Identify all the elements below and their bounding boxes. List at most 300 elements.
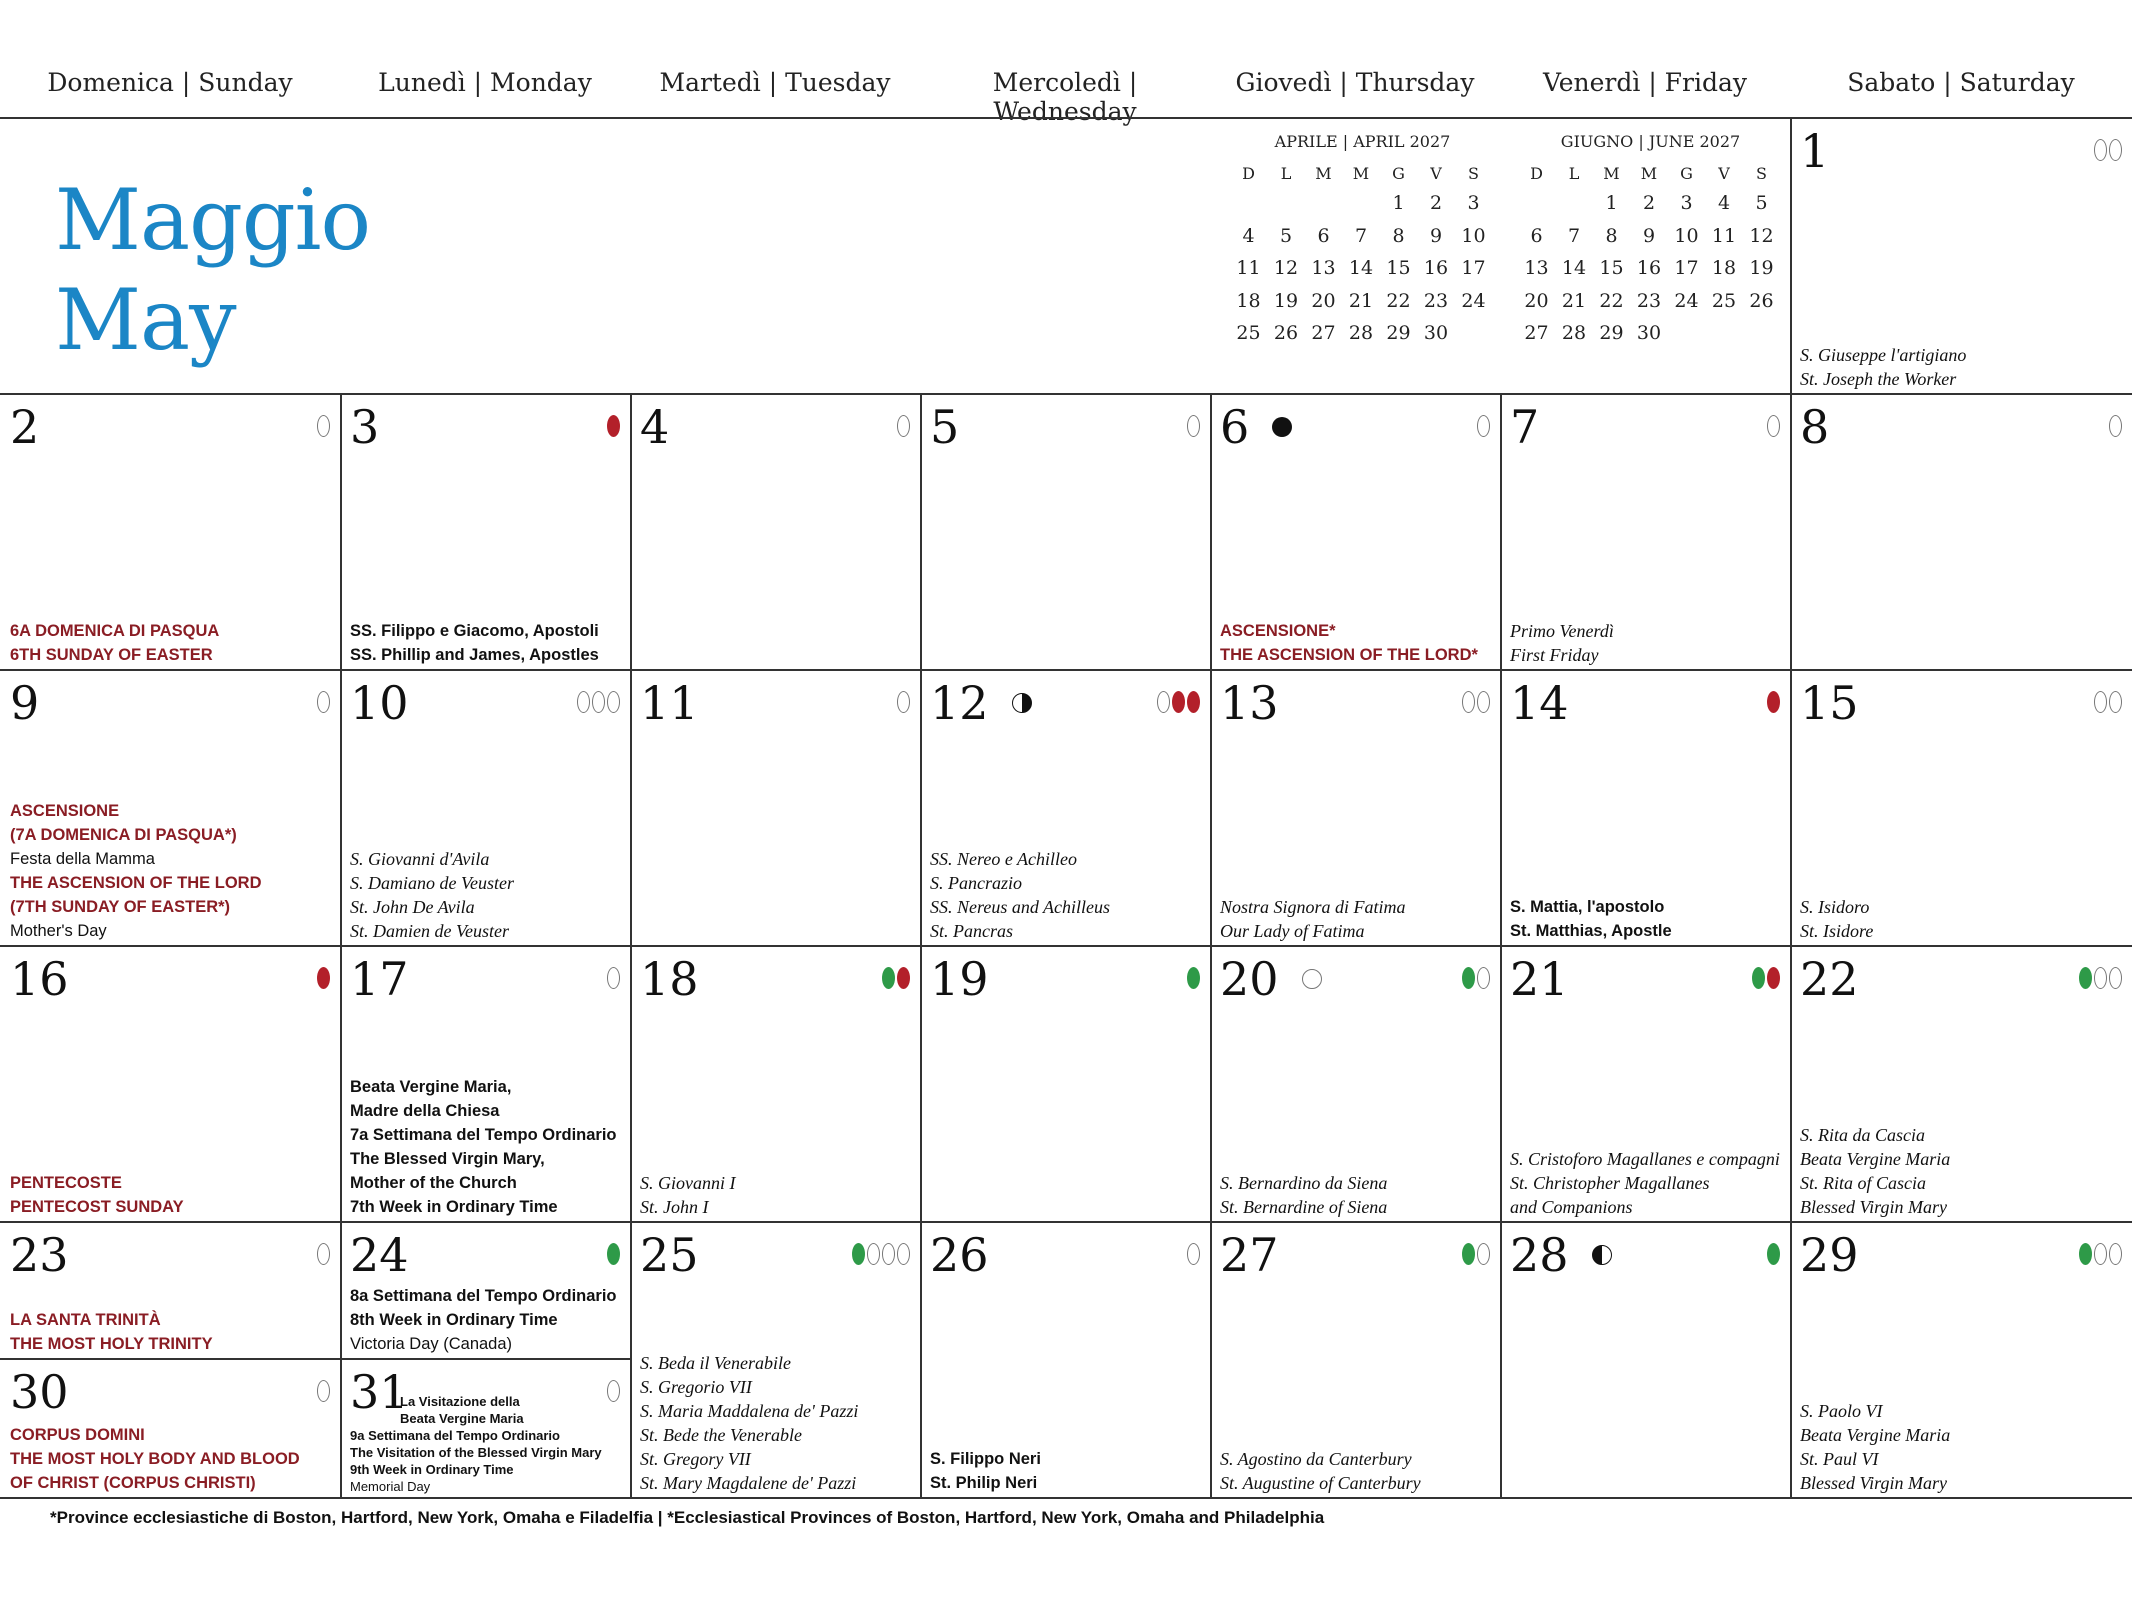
mini-calendar-header: G <box>1392 164 1405 183</box>
grid-line <box>0 669 2132 671</box>
mini-calendar-header: G <box>1680 164 1693 183</box>
mini-calendar-day: 28 <box>1348 322 1374 344</box>
note-line: LA SANTA TRINITÀ <box>10 1311 161 1329</box>
day-number: 12 <box>930 676 989 730</box>
mini-calendar-day: 23 <box>1423 289 1449 312</box>
note-line: S. Filippo Neri <box>930 1450 1041 1468</box>
white-vestment-icon <box>1477 1243 1490 1265</box>
white-vestment-icon <box>1477 967 1490 989</box>
green-vestment-icon <box>1187 967 1200 989</box>
note-line: St. Mary Magdalene de' Pazzi <box>640 1473 857 1493</box>
mini-calendar-title: APRILE | APRIL 2027 <box>1274 132 1451 151</box>
grid-line <box>340 393 342 1497</box>
green-vestment-icon <box>2079 1243 2092 1265</box>
day-number: 1 <box>1800 124 1830 178</box>
white-vestment-icon <box>2109 691 2122 713</box>
red-vestment-icon <box>1172 691 1185 713</box>
mini-calendar-day: 6 <box>1530 224 1543 247</box>
day-cell[interactable] <box>1502 395 1790 669</box>
note-line: St. Pancras <box>930 921 1013 941</box>
grid-line <box>0 1358 630 1360</box>
note-line: Beata Vergine Maria <box>1800 1425 1951 1445</box>
day-notes <box>1220 619 1494 667</box>
mini-calendar-day: 28 <box>1561 322 1587 344</box>
month-title-it: Maggio <box>55 171 371 269</box>
day-cell[interactable] <box>2 395 340 669</box>
note-line: SS. Filippo e Giacomo, Apostoli <box>350 622 599 640</box>
white-vestment-icon <box>607 691 620 713</box>
white-vestment-icon <box>1187 1243 1200 1265</box>
mini-calendar-day: 26 <box>1273 322 1299 344</box>
note-line: SS. Phillip and James, Apostles <box>350 646 599 664</box>
note-line: St. Isidore <box>1800 921 1874 941</box>
note-line: St. Gregory VII <box>640 1449 751 1469</box>
note-line: Festa della Mamma <box>10 850 155 868</box>
mini-calendar-day: 16 <box>1423 257 1449 279</box>
mini-calendar-day: 6 <box>1317 224 1330 247</box>
day-notes <box>350 1284 624 1356</box>
day-cell[interactable] <box>632 1223 920 1497</box>
red-vestment-icon <box>1187 691 1200 713</box>
day-number: 11 <box>640 676 699 730</box>
white-vestment-icon <box>2094 1243 2107 1265</box>
note-line: S. Bernardino da Siena <box>1220 1173 1388 1193</box>
note-line: PENTECOSTE <box>10 1174 122 1192</box>
day-notes <box>1800 1399 2126 1495</box>
day-number: 9 <box>10 676 40 730</box>
liturgical-color-dots <box>607 967 620 989</box>
note-line: SS. Nereo e Achilleo <box>930 849 1077 869</box>
day-notes <box>1510 1147 1784 1219</box>
mini-calendar-day: 5 <box>1279 224 1293 247</box>
liturgical-color-dots <box>317 415 330 437</box>
mini-calendar-day: 2 <box>1642 192 1656 214</box>
note-line: 8th Week in Ordinary Time <box>350 1311 558 1329</box>
note-line: S. Cristoforo Magallanes e compagni <box>1510 1149 1780 1169</box>
white-vestment-icon <box>2109 139 2122 161</box>
note-line: S. Isidoro <box>1800 897 1870 917</box>
mini-calendar-day: 11 <box>1711 224 1737 247</box>
mini-calendar-day: 19 <box>1273 289 1299 312</box>
note-line: THE MOST HOLY BODY AND BLOOD <box>10 1450 300 1468</box>
note-line: ASCENSIONE <box>10 802 120 820</box>
green-vestment-icon <box>2079 967 2092 989</box>
note-line: Blessed Virgin Mary <box>1800 1197 1947 1217</box>
green-vestment-icon <box>882 967 895 989</box>
mini-calendar-day: 22 <box>1599 289 1624 312</box>
day-cell[interactable] <box>922 947 1210 1221</box>
day-number: 5 <box>930 400 960 454</box>
white-vestment-icon <box>317 1243 330 1265</box>
liturgical-color-dots <box>882 967 910 989</box>
mini-calendar-day: 8 <box>1605 224 1618 247</box>
note-line: Mother's Day <box>10 922 107 940</box>
note-line: CORPUS DOMINI <box>10 1426 145 1444</box>
day-number: 3 <box>350 400 380 454</box>
day-cell[interactable] <box>2 671 340 945</box>
note-line: St. Joseph the Worker <box>1800 369 1957 389</box>
day-number: 2 <box>10 400 40 454</box>
note-line: 7a Settimana del Tempo Ordinario <box>350 1126 617 1144</box>
day-number: 10 <box>350 676 409 730</box>
note-line: 9th Week in Ordinary Time <box>350 1462 514 1477</box>
day-cell[interactable] <box>2 1223 340 1358</box>
note-line: St. Rita of Cascia <box>1800 1173 1926 1193</box>
liturgical-color-dots <box>1462 691 1490 713</box>
mini-calendar-day: 12 <box>1273 257 1299 279</box>
red-vestment-icon <box>607 415 620 437</box>
day-notes <box>1220 895 1494 943</box>
mini-calendar-day: 15 <box>1386 257 1411 279</box>
mini-calendar <box>1518 132 1783 352</box>
mini-calendar-day: 4 <box>1717 192 1731 214</box>
day-notes <box>1800 895 2126 943</box>
day-number: 7 <box>1510 400 1540 454</box>
note-line: 8a Settimana del Tempo Ordinario <box>350 1287 617 1305</box>
note-line: 6TH SUNDAY OF EASTER <box>10 646 213 664</box>
white-vestment-icon <box>1477 415 1490 437</box>
weekday-label: Lunedì | Monday <box>378 68 592 97</box>
day-notes <box>350 847 624 943</box>
weekday-label: Mercoledì | Wednesday <box>992 68 1138 126</box>
new-moon-icon <box>1272 417 1292 437</box>
mini-calendar-day: 27 <box>1311 322 1336 344</box>
day-number: 16 <box>10 952 69 1006</box>
note-line: THE ASCENSION OF THE LORD* <box>1220 646 1478 664</box>
day-number: 6 <box>1220 400 1250 454</box>
mini-calendar-day: 12 <box>1749 224 1774 247</box>
mini-calendar-day: 13 <box>1524 257 1549 279</box>
day-cell[interactable] <box>1212 947 1500 1221</box>
mini-calendar-day: 10 <box>1674 224 1699 247</box>
note-line: SS. Nereus and Achilleus <box>930 897 1110 917</box>
note-line: S. Maria Maddalena de' Pazzi <box>640 1401 859 1421</box>
white-vestment-icon <box>2109 415 2122 437</box>
mini-calendar-day: 8 <box>1392 224 1405 247</box>
mini-calendar-day: 26 <box>1749 289 1774 312</box>
note-line: Madre della Chiesa <box>350 1102 500 1120</box>
note-line: THE MOST HOLY TRINITY <box>10 1335 213 1353</box>
liturgical-color-dots <box>2079 967 2122 989</box>
white-vestment-icon <box>1187 415 1200 437</box>
note-line: S. Agostino da Canterbury <box>1220 1449 1412 1469</box>
mini-calendar-day: 17 <box>1674 257 1699 279</box>
day-number: 17 <box>350 952 409 1006</box>
day-notes <box>1800 1123 2126 1219</box>
note-line: Beata Vergine Maria, <box>350 1078 512 1096</box>
day-number: 4 <box>640 400 670 454</box>
note-line: St. Philip Neri <box>930 1474 1038 1492</box>
day-notes <box>640 1171 914 1219</box>
liturgical-color-dots <box>577 691 620 713</box>
grid-line <box>1790 117 1792 393</box>
mini-calendar-header: M <box>1352 164 1370 183</box>
white-vestment-icon <box>897 415 910 437</box>
weekday-label: Giovedì | Thursday <box>1235 68 1475 97</box>
day-notes <box>350 1393 624 1495</box>
note-line: The Visitation of the Blessed Virgin Mary <box>350 1445 602 1460</box>
liturgical-color-dots <box>1157 691 1200 713</box>
day-cell[interactable] <box>632 947 920 1221</box>
green-vestment-icon <box>607 1243 620 1265</box>
white-vestment-icon <box>592 691 605 713</box>
mini-calendar-day: 9 <box>1642 224 1656 247</box>
note-line: S. Damiano de Veuster <box>350 873 514 893</box>
day-cell[interactable] <box>1792 395 2132 669</box>
note-line: and Companions <box>1510 1197 1633 1217</box>
note-line: (7TH SUNDAY OF EASTER*) <box>10 898 231 916</box>
grid-line <box>1210 393 1212 1497</box>
day-cell[interactable] <box>1212 395 1500 669</box>
mini-calendar-day: 15 <box>1599 257 1624 279</box>
day-notes <box>10 1308 334 1356</box>
liturgical-color-dots <box>1752 967 1780 989</box>
liturgical-color-dots <box>852 1243 910 1265</box>
mini-calendar-day: 9 <box>1429 224 1443 247</box>
mini-calendar-day: 18 <box>1236 289 1261 312</box>
full-moon-icon <box>1302 969 1322 989</box>
day-cell[interactable] <box>922 671 1210 945</box>
weekday-label: Martedì | Tuesday <box>659 68 891 97</box>
day-cell[interactable] <box>1212 1223 1500 1497</box>
note-line: Mother of the Church <box>350 1174 517 1192</box>
note-line: Beata Vergine Maria <box>1800 1149 1951 1169</box>
day-number: 15 <box>1800 676 1859 730</box>
grid-line <box>630 393 632 1497</box>
note-line: 9a Settimana del Tempo Ordinario <box>350 1428 560 1443</box>
day-number: 20 <box>1220 952 1279 1006</box>
day-notes <box>10 1171 334 1219</box>
mini-calendar-header: V <box>1430 164 1442 183</box>
liturgical-color-dots <box>2094 139 2122 161</box>
mini-calendar-header: V <box>1718 164 1730 183</box>
day-notes <box>10 619 334 667</box>
white-vestment-icon <box>577 691 590 713</box>
white-vestment-icon <box>317 415 330 437</box>
note-line: St. Matthias, Apostle <box>1510 922 1672 940</box>
note-line: Nostra Signora di Fatima <box>1220 897 1406 917</box>
grid-line <box>0 945 2132 947</box>
mini-calendar-day: 14 <box>1561 257 1587 279</box>
red-vestment-icon <box>317 967 330 989</box>
grid-line <box>920 393 922 1497</box>
note-line: S. Giuseppe l'artigiano <box>1800 345 1967 365</box>
mini-calendar-day: 22 <box>1386 289 1411 312</box>
liturgical-color-dots <box>2094 691 2122 713</box>
note-line: S. Beda il Venerabile <box>640 1353 791 1373</box>
day-number: 14 <box>1510 676 1569 730</box>
note-line: La Visitazione della <box>400 1394 520 1409</box>
day-notes <box>10 1423 334 1495</box>
green-vestment-icon <box>1752 967 1765 989</box>
liturgical-color-dots <box>1462 1243 1490 1265</box>
white-vestment-icon <box>2109 1243 2122 1265</box>
day-number: 30 <box>10 1365 69 1419</box>
day-number: 28 <box>1510 1228 1569 1282</box>
note-line: St. Damien de Veuster <box>350 921 509 941</box>
day-notes <box>10 799 334 943</box>
note-line: St. John I <box>640 1197 709 1217</box>
day-number: 31 <box>350 1365 409 1419</box>
mini-calendar-day: 1 <box>1605 192 1618 214</box>
mini-calendar-day: 14 <box>1348 257 1374 279</box>
mini-calendar-day: 27 <box>1524 322 1549 344</box>
grid-line <box>0 117 2132 119</box>
day-cell[interactable] <box>342 1223 630 1358</box>
day-notes <box>350 1075 624 1219</box>
note-line: S. Rita da Cascia <box>1800 1125 1925 1145</box>
note-line: Our Lady of Fatima <box>1220 921 1365 941</box>
day-cell[interactable] <box>2 1360 340 1497</box>
day-cell[interactable] <box>1212 671 1500 945</box>
liturgical-color-dots <box>1187 967 1200 989</box>
mini-calendar-header: M <box>1315 164 1332 183</box>
white-vestment-icon <box>317 691 330 713</box>
liturgical-color-dots <box>1462 967 1490 989</box>
day-cell[interactable] <box>342 1360 630 1497</box>
liturgical-color-dots <box>1767 415 1780 437</box>
white-vestment-icon <box>2094 139 2107 161</box>
note-line: S. Giovanni I <box>640 1173 736 1193</box>
grid-line <box>0 393 2132 395</box>
day-number: 8 <box>1800 400 1830 454</box>
mini-calendar-day: 25 <box>1711 289 1737 312</box>
day-number: 26 <box>930 1228 989 1282</box>
mini-calendar-day: 30 <box>1423 322 1449 344</box>
mini-calendar <box>1230 132 1495 352</box>
day-cell[interactable] <box>2 947 340 1221</box>
mini-calendar-header: L <box>1280 164 1292 183</box>
note-line: 7th Week in Ordinary Time <box>350 1198 558 1216</box>
white-vestment-icon <box>1477 691 1490 713</box>
mini-calendar-day: 24 <box>1461 289 1486 312</box>
red-vestment-icon <box>1767 691 1780 713</box>
liturgical-color-dots <box>897 415 910 437</box>
day-cell[interactable] <box>632 671 920 945</box>
note-line: ASCENSIONE* <box>1220 622 1336 640</box>
liturgical-color-dots <box>2109 415 2122 437</box>
white-vestment-icon <box>2094 691 2107 713</box>
day-number: 19 <box>930 952 989 1006</box>
note-line: Blessed Virgin Mary <box>1800 1473 1947 1493</box>
note-line: S. Paolo VI <box>1800 1401 1883 1421</box>
day-cell[interactable] <box>1502 947 1790 1221</box>
day-cell[interactable] <box>632 395 920 669</box>
white-vestment-icon <box>2109 967 2122 989</box>
mini-calendar-header: S <box>1468 164 1479 183</box>
white-vestment-icon <box>897 691 910 713</box>
liturgical-color-dots <box>1477 415 1490 437</box>
day-cell[interactable] <box>342 395 630 669</box>
liturgical-color-dots <box>317 1243 330 1265</box>
mini-calendar-header: L <box>1568 164 1580 183</box>
note-line: Victoria Day (Canada) <box>350 1335 513 1353</box>
day-number: 29 <box>1800 1228 1859 1282</box>
note-line: St. Bede the Venerable <box>640 1425 802 1445</box>
last-quarter-moon-icon <box>1592 1245 1612 1265</box>
footnote: *Province ecclesiastiche di Boston, Hartford, New York, Omaha e Filadelfia | *Ecclesiastical Provinces of Boston, Hartford, New York, Omaha and Philadelphia <box>50 1508 1325 1527</box>
mini-calendar-header: M <box>1603 164 1620 183</box>
mini-calendar-day: 4 <box>1242 224 1255 247</box>
grid-line <box>0 1221 2132 1223</box>
mini-calendar-day: 23 <box>1636 289 1662 312</box>
mini-calendar-header: D <box>1242 164 1255 183</box>
day-cell[interactable] <box>1502 671 1790 945</box>
liturgical-color-dots <box>317 691 330 713</box>
liturgical-color-dots <box>1767 1243 1780 1265</box>
day-number: 13 <box>1220 676 1279 730</box>
mini-calendar-day: 11 <box>1236 257 1261 279</box>
grid-line <box>0 1497 2132 1499</box>
day-cell[interactable] <box>342 671 630 945</box>
note-line: First Friday <box>1510 645 1599 665</box>
day-cell[interactable] <box>342 947 630 1221</box>
liturgical-color-dots <box>317 1380 330 1402</box>
green-vestment-icon <box>1462 1243 1475 1265</box>
mini-calendar-day: 24 <box>1674 289 1699 312</box>
day-number: 22 <box>1800 952 1859 1006</box>
mini-calendar-day: 10 <box>1461 224 1486 247</box>
note-line: S. Giovanni d'Avila <box>350 849 490 869</box>
mini-calendar-day: 5 <box>1755 192 1768 214</box>
day-cell[interactable] <box>922 1223 1210 1497</box>
liturgical-color-dots <box>1187 415 1200 437</box>
first-quarter-moon-icon <box>1012 693 1032 713</box>
day-notes <box>1220 1171 1494 1219</box>
white-vestment-icon <box>317 1380 330 1402</box>
green-vestment-icon <box>1462 967 1475 989</box>
grid-line <box>1500 393 1502 1497</box>
mini-calendar-day: 21 <box>1348 289 1374 312</box>
day-cell[interactable] <box>1792 119 2132 393</box>
note-line: St. Paul VI <box>1800 1449 1879 1469</box>
white-vestment-icon <box>2094 967 2107 989</box>
white-vestment-icon <box>897 1243 910 1265</box>
day-cell[interactable] <box>1792 671 2132 945</box>
note-line: Memorial Day <box>350 1479 431 1494</box>
mini-calendar-day: 7 <box>1567 224 1581 247</box>
mini-calendar-day: 3 <box>1680 192 1693 214</box>
liturgical-color-dots <box>317 967 330 989</box>
white-vestment-icon <box>1462 691 1475 713</box>
day-number: 24 <box>350 1228 409 1282</box>
note-line: S. Pancrazio <box>930 873 1022 893</box>
mini-calendar-title: GIUGNO | JUNE 2027 <box>1560 132 1741 151</box>
mini-calendar-day: 20 <box>1524 289 1549 312</box>
day-notes <box>350 619 624 667</box>
red-vestment-icon <box>1767 967 1780 989</box>
day-cell[interactable] <box>1792 1223 2132 1497</box>
month-title <box>55 170 370 370</box>
note-line: Beata Vergine Maria <box>400 1411 524 1426</box>
white-vestment-icon <box>882 1243 895 1265</box>
note-line: S. Mattia, l'apostolo <box>1510 898 1665 916</box>
day-notes <box>1510 619 1784 667</box>
day-cell[interactable] <box>1502 1223 1790 1497</box>
liturgical-color-dots <box>2079 1243 2122 1265</box>
mini-calendar-header: S <box>1756 164 1767 183</box>
day-cell[interactable] <box>1792 947 2132 1221</box>
note-line: (7A DOMENICA DI PASQUA*) <box>10 826 237 844</box>
weekday-header <box>0 0 2132 126</box>
liturgical-color-dots <box>607 415 620 437</box>
day-cell[interactable] <box>922 395 1210 669</box>
note-line: S. Gregorio VII <box>640 1377 752 1397</box>
day-notes <box>930 1447 1204 1495</box>
mini-calendar-day: 30 <box>1636 322 1662 344</box>
mini-calendar-day: 25 <box>1236 322 1261 344</box>
white-vestment-icon <box>607 967 620 989</box>
